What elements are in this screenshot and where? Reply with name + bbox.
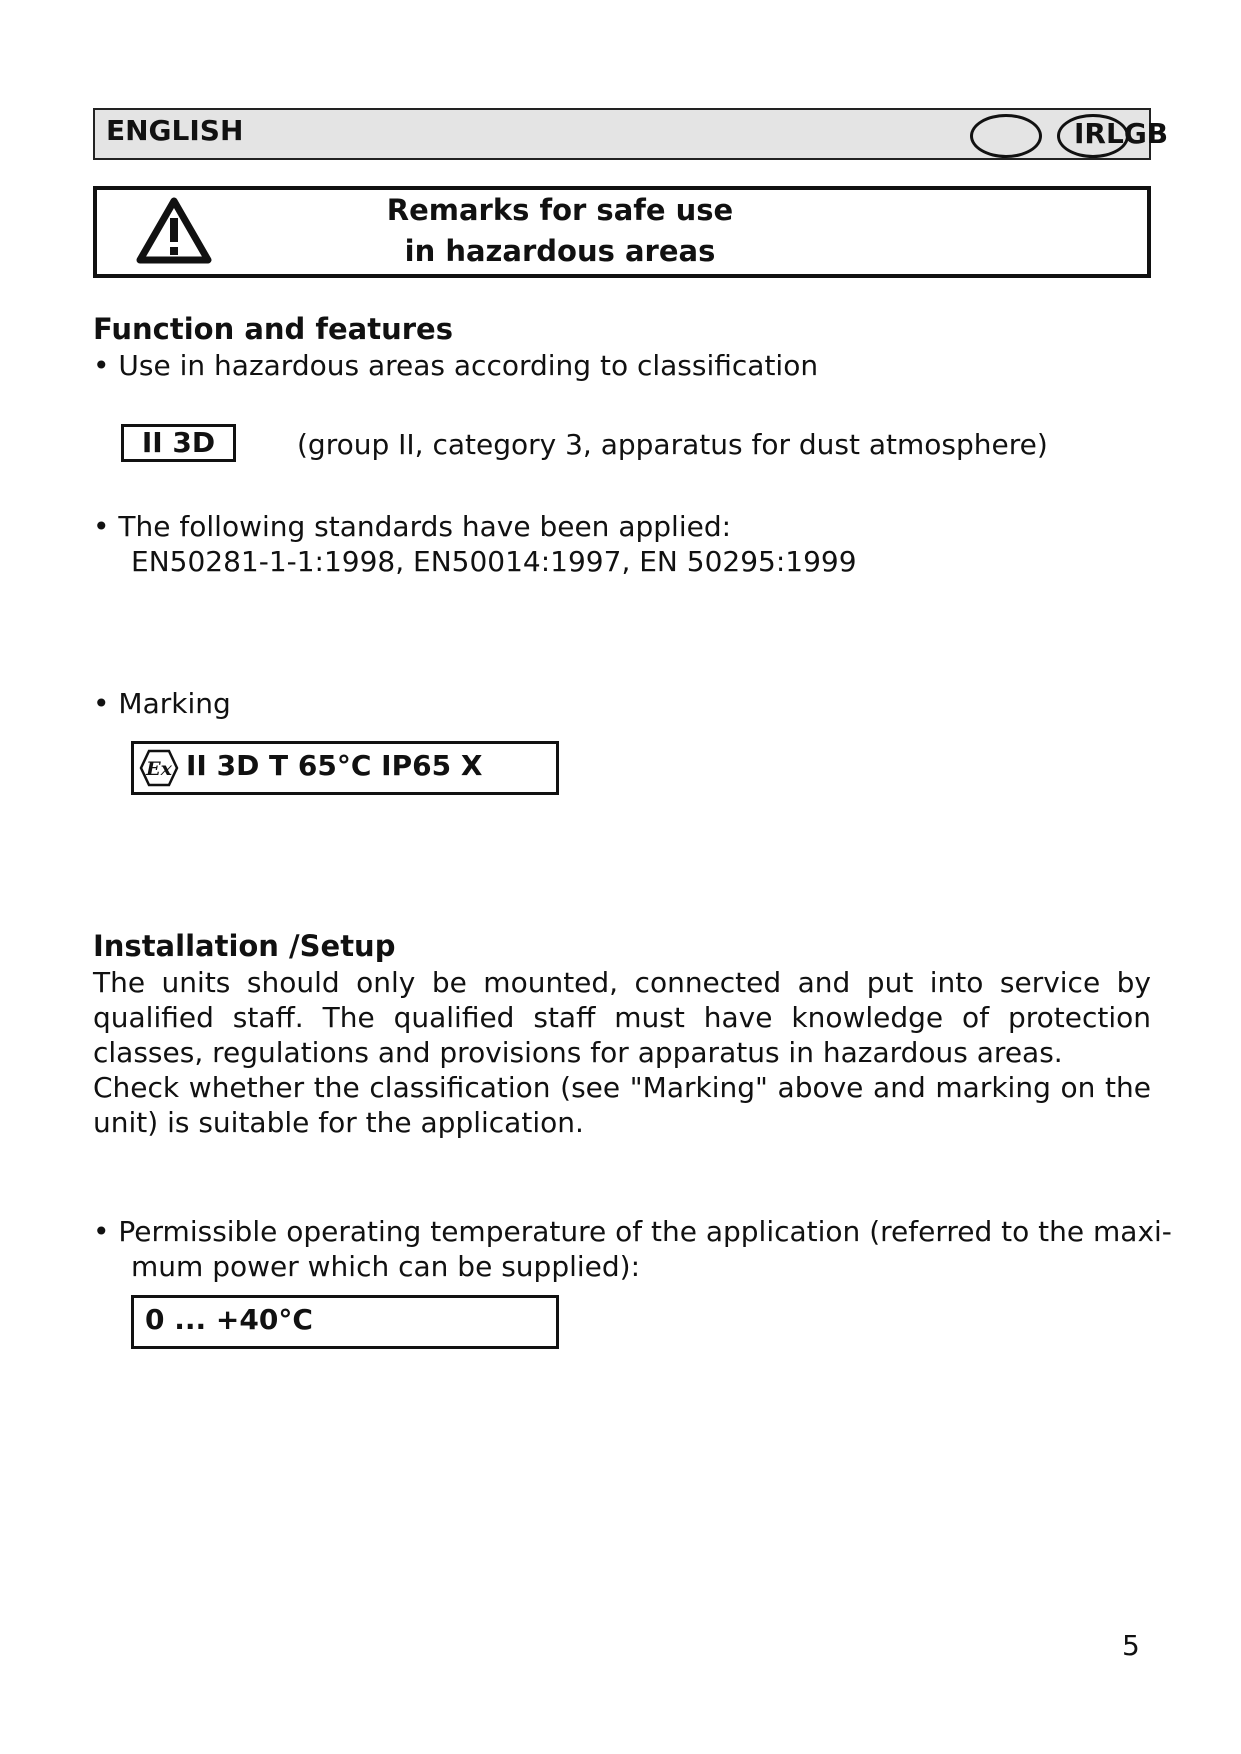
standards-bullet: • The following standards have been applied: [93, 510, 732, 543]
temperature-bullet-line2: mum power which can be supplied): [131, 1250, 641, 1283]
safety-remarks-line1: Remarks for safe use [386, 193, 734, 227]
classification-code-box: II 3D [121, 424, 236, 462]
safety-remarks-line2: in hazardous areas [404, 234, 716, 268]
function-heading: Function and features [93, 312, 453, 346]
page-number: 5 [1122, 1629, 1140, 1662]
marking-bullet: • Marking [93, 687, 231, 720]
safety-remarks-title [360, 190, 760, 272]
installation-paragraph-2: Check whether the classification (see "Marking" above and marking on the unit) is suitable for the application. [93, 1071, 1151, 1139]
ex-symbol-text: Ex [146, 758, 172, 780]
marking-box [131, 741, 559, 795]
temperature-range-box [131, 1295, 559, 1349]
temperature-bullet-line1: • Permissible operating temperature of the application (referred to the maxi- [93, 1215, 1172, 1248]
classification-bullet: • Use in hazardous areas according to classification [93, 349, 819, 382]
warning-triangle-icon [136, 196, 212, 264]
installation-heading: Installation /Setup [93, 929, 396, 963]
blank-country-oval [970, 114, 1042, 158]
installation-paragraph-1: The units should only be mounted, connected and put into service by qualified staff. The qualified staff must have knowledge of protection classes, regulations and provisions for apparatus in hazardous areas. [93, 966, 1151, 1069]
language-title: ENGLISH [106, 114, 244, 147]
ex-hexagon-icon [139, 749, 179, 787]
classification-description: (group II, category 3, apparatus for dust atmosphere) [297, 428, 1048, 461]
temperature-range-value: 0 ... +40°C [145, 1303, 313, 1336]
country-code: IRLGB [1074, 117, 1169, 150]
standards-list: EN50281-1-1:1998, EN50014:1997, EN 50295:1999 [131, 545, 857, 578]
marking-text: II 3D T 65°C IP65 X [186, 749, 483, 782]
